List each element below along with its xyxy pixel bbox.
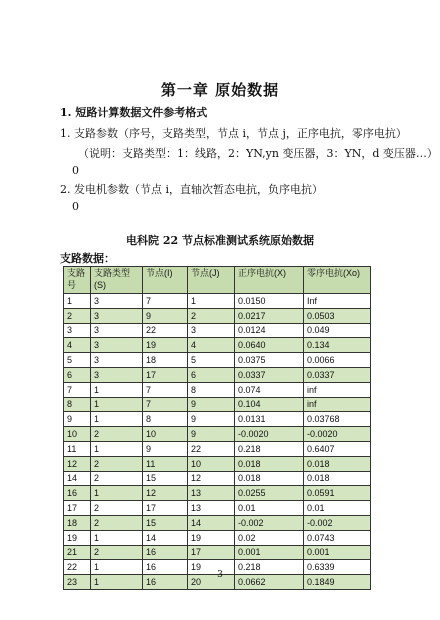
table-cell: 9	[64, 412, 91, 427]
table-cell: 16	[143, 545, 188, 560]
table-cell: 1	[188, 294, 235, 309]
table-cell: 22	[143, 323, 188, 338]
column-header: 零序电抗(Xo)	[304, 267, 371, 294]
table-cell: 20	[188, 575, 235, 590]
table-cell: 9	[143, 308, 188, 323]
table-cell: 1	[91, 397, 143, 412]
item-1-zero: 0	[72, 164, 79, 177]
table-cell: inf	[304, 397, 371, 412]
table-cell: 0.0217	[235, 308, 304, 323]
column-header: 节点(I)	[143, 267, 188, 294]
table-cell: 1	[91, 575, 143, 590]
table-cell: 15	[143, 515, 188, 530]
table-cell: 0.134	[304, 338, 371, 353]
table-cell: 7	[143, 294, 188, 309]
table-cell: 12	[143, 486, 188, 501]
table-cell: 13	[188, 501, 235, 516]
table-cell: 9	[143, 441, 188, 456]
table-cell: 0.018	[304, 456, 371, 471]
table-cell: 19	[188, 560, 235, 575]
table-row	[64, 367, 371, 382]
table-cell: 0.0337	[235, 367, 304, 382]
table-cell: 0.001	[304, 545, 371, 560]
table-row	[64, 323, 371, 338]
table-cell: 0.0662	[235, 575, 304, 590]
table-cell: 14	[143, 530, 188, 545]
table-cell: 2	[188, 308, 235, 323]
table-row	[64, 353, 371, 368]
table-cell: 0.0503	[304, 308, 371, 323]
table-cell: -0.0020	[235, 427, 304, 442]
table-cell: 0.218	[235, 560, 304, 575]
table-cell: 4	[188, 338, 235, 353]
table-cell: 0.0337	[304, 367, 371, 382]
table-cell: 11	[64, 441, 91, 456]
table-cell: 11	[143, 456, 188, 471]
table-row	[64, 294, 371, 309]
table-cell: 2	[91, 456, 143, 471]
table-cell: 0.01	[235, 501, 304, 516]
table-cell: 0.0124	[235, 323, 304, 338]
table-cell: 0.218	[235, 441, 304, 456]
table-cell: 0.6407	[304, 441, 371, 456]
table-cell: 3	[91, 308, 143, 323]
item-2-zero: 0	[72, 200, 79, 213]
table-cell: 7	[64, 382, 91, 397]
table-row	[64, 397, 371, 412]
table-cell: 0.01	[304, 501, 371, 516]
table-cell: 18	[143, 353, 188, 368]
table-cell: 1	[91, 486, 143, 501]
table-cell: 1	[91, 441, 143, 456]
table-cell: 3	[64, 323, 91, 338]
table-cell: 1	[91, 412, 143, 427]
table-cell: 0.104	[235, 397, 304, 412]
table-cell: 9	[188, 397, 235, 412]
table-cell: 9	[188, 427, 235, 442]
table-cell: 19	[188, 530, 235, 545]
table-cell: Inf	[304, 294, 371, 309]
table-cell: 4	[64, 338, 91, 353]
table-cell: 18	[64, 515, 91, 530]
item-2-text: 2. 发电机参数（节点 i，直轴次暂态电抗，负序电抗）	[60, 183, 324, 196]
table-cell: 0.018	[304, 471, 371, 486]
table-cell: 0.001	[235, 545, 304, 560]
table-cell: 0.6339	[304, 560, 371, 575]
table-cell: 2	[91, 471, 143, 486]
table-cell: 22	[188, 441, 235, 456]
table-cell: 0.074	[235, 382, 304, 397]
table-cell: 8	[143, 412, 188, 427]
table-cell: 1	[91, 560, 143, 575]
table-cell: 0.1849	[304, 575, 371, 590]
table-cell: 0.02	[235, 530, 304, 545]
table-cell: 12	[188, 471, 235, 486]
table-cell: -0.002	[235, 515, 304, 530]
column-header: 支路号	[64, 267, 91, 294]
table-cell: 0.0131	[235, 412, 304, 427]
table-cell: -0.0020	[304, 427, 371, 442]
table-cell: 0.018	[235, 456, 304, 471]
table-cell: 0.0743	[304, 530, 371, 545]
table-cell: 10	[64, 427, 91, 442]
table-cell: 3	[91, 338, 143, 353]
table-cell: 8	[64, 397, 91, 412]
branch-data-table	[63, 266, 371, 590]
table-cell: 5	[188, 353, 235, 368]
table-cell: 0.0375	[235, 353, 304, 368]
item-1-text: 1. 支路参数（序号，支路类型，节点 i，节点 j，正序电抗，零序电抗）	[60, 127, 407, 140]
table-cell: 3	[91, 294, 143, 309]
table-cell: 2	[91, 545, 143, 560]
table-cell: 7	[143, 382, 188, 397]
table-cell: 9	[188, 412, 235, 427]
table-cell: 14	[188, 515, 235, 530]
table-row	[64, 382, 371, 397]
table-cell: 0.0591	[304, 486, 371, 501]
table-body	[64, 294, 371, 590]
table-header-row	[64, 267, 371, 294]
table-cell: 16	[143, 575, 188, 590]
table-cell: -0.002	[304, 515, 371, 530]
item-1-note: （说明：支路类型：1：线路，2：YN,yn 变压器，3：YN，d 变压器…）	[78, 147, 438, 160]
table-cell: 0.0066	[304, 353, 371, 368]
table-cell: 10	[143, 427, 188, 442]
table-row	[64, 545, 371, 560]
table-cell: 22	[64, 560, 91, 575]
table-cell: 1	[91, 530, 143, 545]
column-header: 支路类型(S)	[91, 267, 143, 294]
table-cell: 2	[64, 308, 91, 323]
table-cell: inf	[304, 382, 371, 397]
table-cell: 17	[188, 545, 235, 560]
table-cell: 15	[143, 471, 188, 486]
table-cell: 3	[91, 323, 143, 338]
table-cell: 10	[188, 456, 235, 471]
table-cell: 0.049	[304, 323, 371, 338]
table-cell: 12	[64, 456, 91, 471]
table-cell: 16	[64, 486, 91, 501]
table-cell: 2	[91, 515, 143, 530]
table-row	[64, 471, 371, 486]
table-cell: 0.03768	[304, 412, 371, 427]
column-header: 节点(J)	[188, 267, 235, 294]
table-cell: 1	[64, 294, 91, 309]
page-number: 3	[217, 570, 223, 580]
table-cell: 3	[91, 353, 143, 368]
table-cell: 19	[143, 338, 188, 353]
table-cell: 2	[91, 501, 143, 516]
table-cell: 6	[188, 367, 235, 382]
table-cell: 19	[64, 530, 91, 545]
table-cell: 17	[143, 367, 188, 382]
table-cell: 17	[143, 501, 188, 516]
table-cell: 8	[188, 382, 235, 397]
section-heading: 1. 短路计算数据文件参考格式	[60, 106, 208, 119]
table-row	[64, 308, 371, 323]
branch-data-label: 支路数据：	[60, 252, 115, 265]
table-title: 电科院 22 节点标准测试系统原始数据	[126, 234, 314, 247]
table-row	[64, 501, 371, 516]
table-cell: 23	[64, 575, 91, 590]
table-cell: 0.0255	[235, 486, 304, 501]
table-cell: 13	[188, 486, 235, 501]
table-cell: 3	[188, 323, 235, 338]
table-cell: 6	[64, 367, 91, 382]
table-row	[64, 441, 371, 456]
table-cell: 0.0640	[235, 338, 304, 353]
table-cell: 21	[64, 545, 91, 560]
table-cell: 17	[64, 501, 91, 516]
column-header: 正序电抗(X)	[235, 267, 304, 294]
table-cell: 16	[143, 560, 188, 575]
table-cell: 0.018	[235, 471, 304, 486]
table-row	[64, 338, 371, 353]
table-row	[64, 486, 371, 501]
table-cell: 7	[143, 397, 188, 412]
table-row	[64, 427, 371, 442]
chapter-title: 第一章 原始数据	[160, 81, 280, 99]
table-cell: 0.0150	[235, 294, 304, 309]
table-cell: 1	[91, 382, 143, 397]
table-cell: 3	[91, 367, 143, 382]
table-row	[64, 515, 371, 530]
table-row	[64, 456, 371, 471]
table-cell: 14	[64, 471, 91, 486]
table-row	[64, 530, 371, 545]
table-cell: 2	[91, 427, 143, 442]
table-row	[64, 412, 371, 427]
table-cell: 5	[64, 353, 91, 368]
